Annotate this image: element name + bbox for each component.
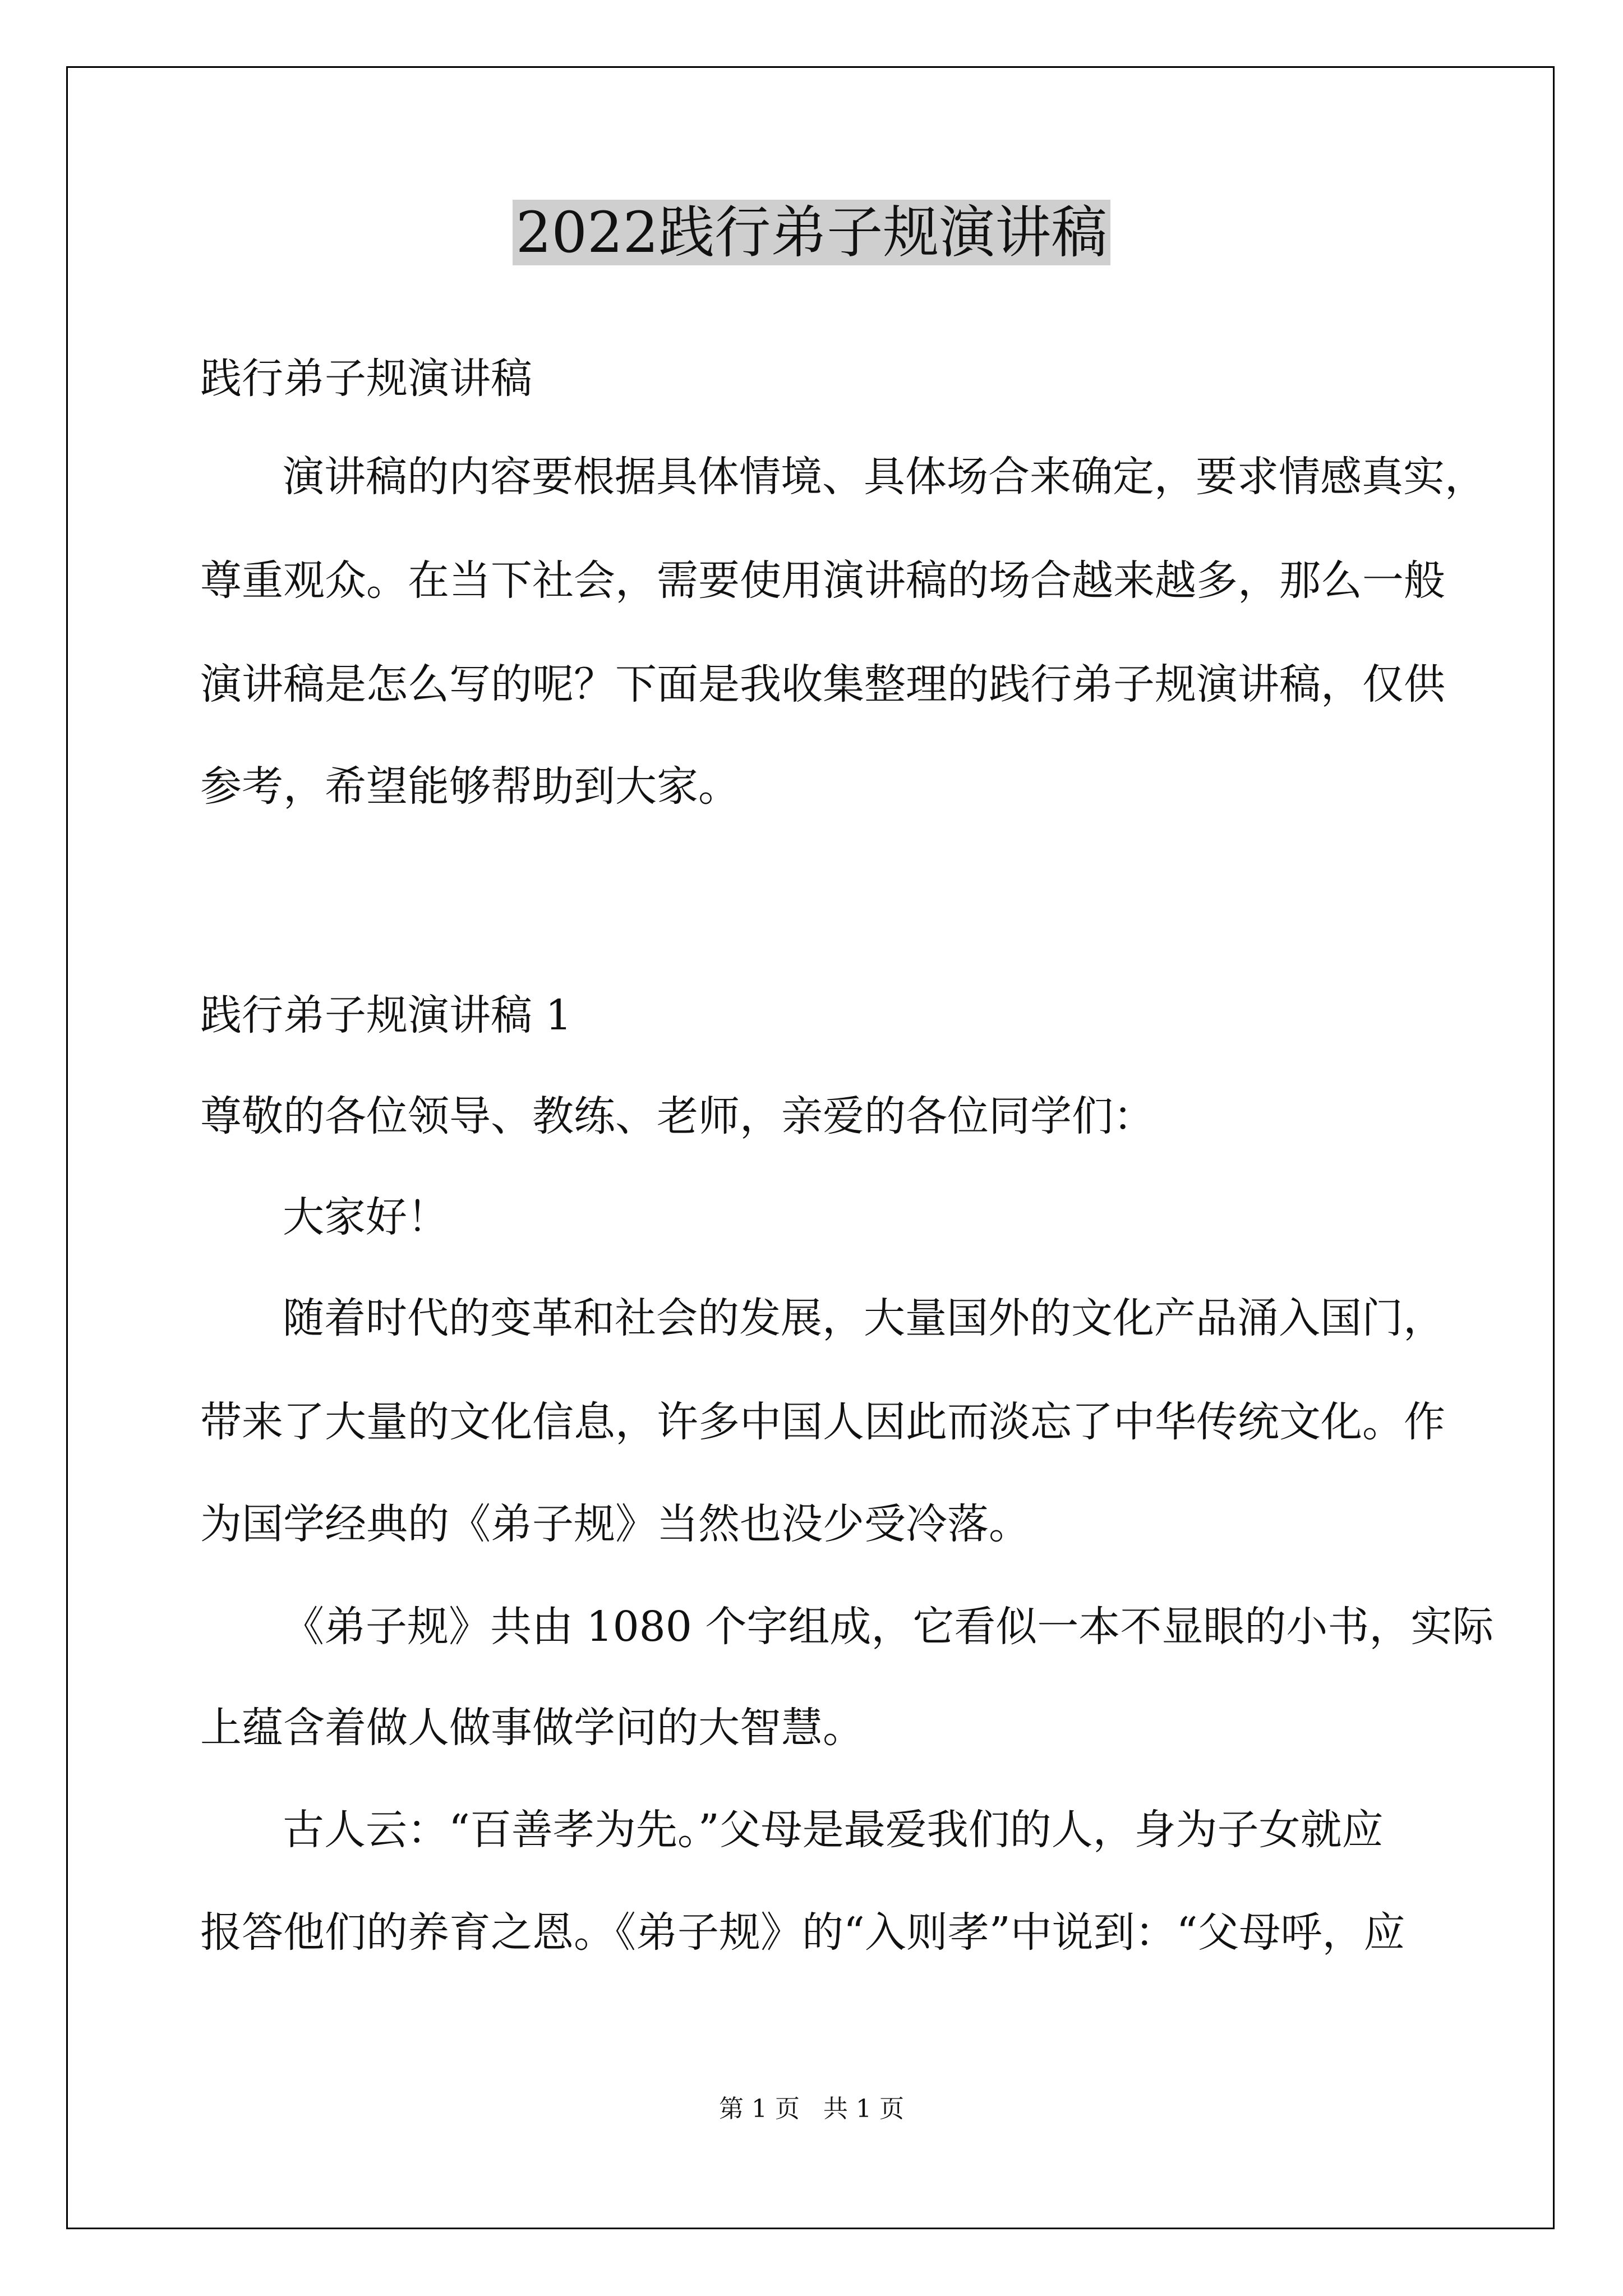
intro-paragraph-line: 尊重观众。在当下社会，需要使用演讲稿的场合越来越多，那么一般	[200, 556, 1445, 605]
page-number-footer: 第 1 页 共 1 页	[719, 2095, 904, 2123]
body-paragraph-line: 报答他们的养育之恩。《弟子规》的“入则孝”中说到：“父母呼，应	[200, 1908, 1405, 1957]
document-title-text: 2022践行弟子规演讲稿	[513, 200, 1111, 265]
document-title	[0, 194, 1623, 272]
salutation: 尊敬的各位领导、教练、老师，亲爱的各位同学们：	[200, 1092, 1155, 1140]
intro-paragraph-line: 参考，希望能够帮助到大家。	[200, 762, 740, 811]
section-heading: 践行弟子规演讲稿 1	[200, 991, 572, 1039]
body-paragraph-line: 为国学经典的《弟子规》当然也没少受冷落。	[200, 1500, 1030, 1548]
body-paragraph-line: 古人云：“百善孝为先。”父母是最爱我们的人，身为子女就应	[283, 1806, 1384, 1854]
intro-paragraph-line: 演讲稿是怎么写的呢？下面是我收集整理的践行弟子规演讲稿，仅供	[200, 660, 1445, 708]
greeting: 大家好！	[283, 1193, 449, 1241]
intro-paragraph-line: 演讲稿的内容要根据具体情境、具体场合来确定，要求情感真实，	[283, 453, 1486, 501]
body-paragraph-line: 《弟子规》共由 1080 个字组成，它看似一本不显眼的小书，实际	[283, 1603, 1494, 1651]
body-paragraph-line: 上蕴含着做人做事做学问的大智慧。	[200, 1704, 864, 1752]
body-paragraph-line: 随着时代的变革和社会的发展，大量国外的文化产品涌入国门，	[283, 1294, 1445, 1342]
document-subtitle: 践行弟子规演讲稿	[200, 355, 532, 403]
body-paragraph-line: 带来了大量的文化信息，许多中国人因此而淡忘了中华传统文化。作	[200, 1398, 1445, 1446]
